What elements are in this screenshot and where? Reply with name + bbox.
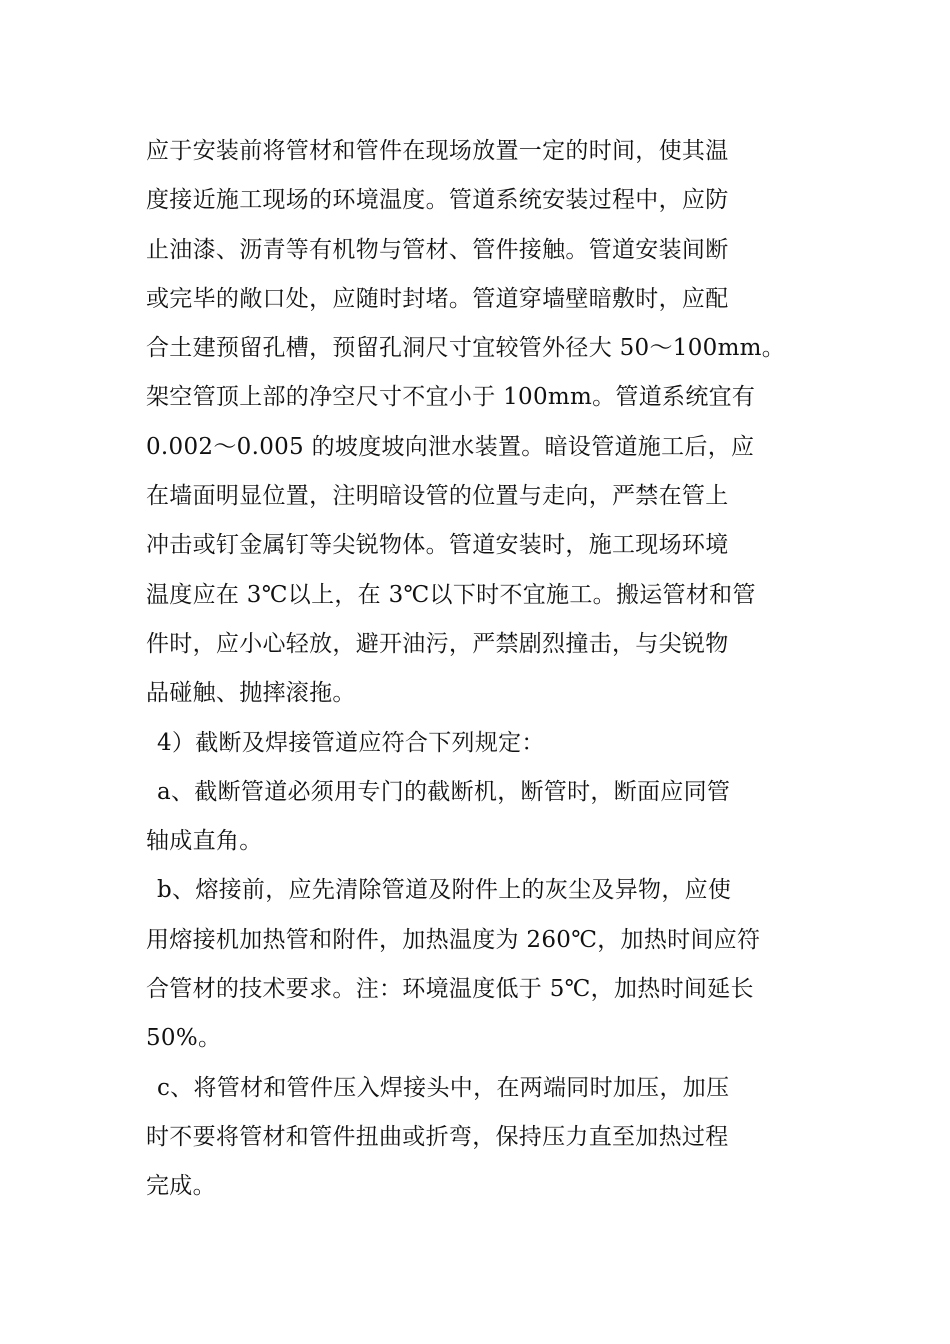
text-line: 或完毕的敞口处，应随时封堵。管道穿墙壁暗敷时，应配 — [146, 285, 729, 312]
text-line: 合管材的技术要求。注：环境温度低于 5℃，加热时间延长 — [146, 976, 754, 1003]
text-line: 50%。 — [146, 1025, 222, 1052]
text-line: 度接近施工现场的环境温度。管道系统安装过程中，应防 — [146, 187, 729, 214]
text-line: 品碰触、抛摔滚拖。 — [146, 680, 356, 707]
text-line: 温度应在 3℃以上，在 3℃以下时不宜施工。搬运管材和管 — [146, 581, 756, 608]
list-item-b: b、熔接前，应先清除管道及附件上的灰尘及异物，应使 — [157, 877, 732, 904]
text-line: 件时，应小心轻放，避开油污，严禁剧烈撞击，与尖锐物 — [146, 630, 729, 657]
list-item-a: a、截断管道必须用专门的截断机，断管时，断面应同管 — [157, 778, 731, 805]
document-body — [146, 127, 806, 1212]
text-line: 应于安装前将管材和管件在现场放置一定的时间，使其温 — [146, 138, 729, 164]
text-line: 时不要将管材和管件扭曲或折弯，保持压力直至加热过程 — [146, 1123, 729, 1150]
text-line: 完成。 — [146, 1173, 216, 1200]
text-line: 止油漆、沥青等有机物与管材、管件接触。管道安装间断 — [146, 236, 729, 263]
text-line: 合土建预留孔槽，预留孔洞尺寸宜较管外径大 50～100mm。 — [146, 335, 786, 362]
list-item-c: c、将管材和管件压入焊接头中，在两端同时加压，加压 — [157, 1074, 730, 1101]
text-line: 用熔接机加热管和附件，加热温度为 260℃，加热时间应符 — [146, 926, 761, 953]
section-heading: 4）截断及焊接管道应符合下列规定： — [157, 729, 545, 756]
text-line: 在墙面明显位置，注明暗设管的位置与走向，严禁在管上 — [146, 483, 729, 510]
text-line: 冲击或钉金属钉等尖锐物体。管道安装时，施工现场环境 — [146, 532, 729, 559]
text-line: 架空管顶上部的净空尺寸不宜小于 100mm。管道系统宜有 — [146, 384, 756, 411]
text-line: 轴成直角。 — [146, 828, 263, 855]
text-line: 0.002～0.005 的坡度坡向泄水装置。暗设管道施工后，应 — [146, 433, 755, 460]
